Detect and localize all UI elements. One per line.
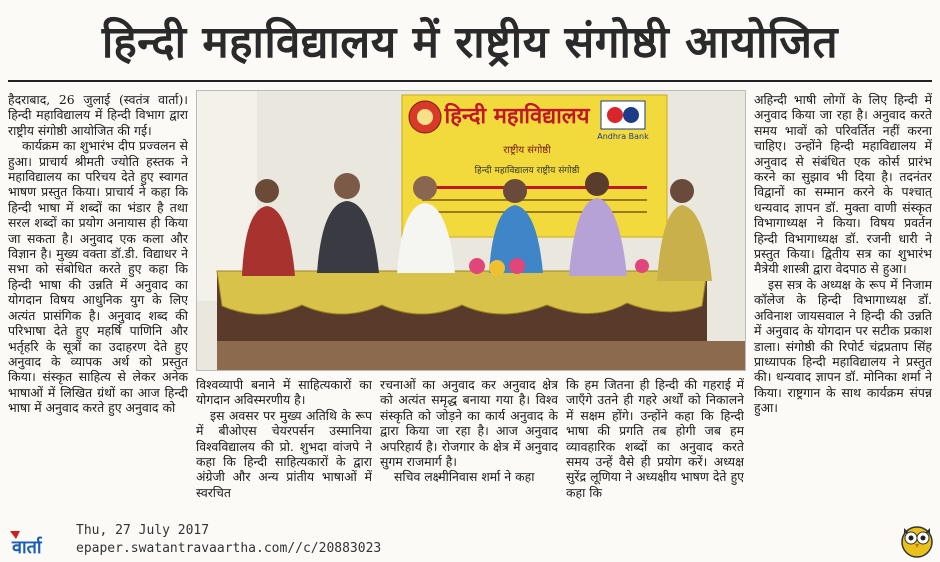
- banner-line-1: राष्ट्रीय संगोष्ठी: [503, 145, 551, 156]
- article-column-2: [196, 377, 372, 517]
- col2-paragraph: विश्वव्यापी बनाने में साहित्यकारों का योगदान अविस्मरणीय है।: [196, 377, 372, 408]
- bank-name: Andhra Bank: [597, 132, 649, 141]
- col1-paragraph: हैदराबाद, 26 जुलाई (स्वतंत्र वार्ता)। हिन्दी महाविद्यालय में हिन्दी विभाग द्वारा राष्ट्रीय संगोष्ठी आयोजित की गई।: [8, 92, 188, 138]
- article-column-4: [566, 377, 744, 517]
- article-column-5: [754, 92, 932, 517]
- col2-paragraph: इस अवसर पर मुख्य अतिथि के रूप में बीओएस चेयरपर्सन उस्मानिया विश्वविद्यालय की प्रो. शुभदा वांजपे ने कहा कि हिन्दी साहित्यकारों के द्वारा अंग्रेजी और अन्य प्रांतीय भाषाओं में स्वरचित: [196, 407, 372, 500]
- headline: हिन्दी महाविद्यालय में राष्ट्रीय संगोष्ठी आयोजित: [101, 17, 839, 68]
- article-column-3: [380, 377, 558, 517]
- owl-icon[interactable]: [900, 522, 934, 558]
- col5-paragraph: इस सत्र के अध्यक्ष के रूप में निजाम कॉलेज के हिन्दी विभागाध्यक्ष डॉ. अविनाश जायसवाल ने हिन्दी की उन्नति में अनुवाद के योगदान पर सटीक प्रकाश डाला। संगोष्ठी की रिपोर्ट चंद्रप्रताप सिंह प्राध्यापक हिन्दी महाविद्यालय ने प्रस्तुत की। धन्यवाद ज्ञापन डॉ. मोनिका शर्मा ने किया। राष्ट्रगान के साथ कार्यक्रम संपन्न हुआ।: [754, 276, 932, 416]
- col5-paragraph: अहिन्दी भाषी लोगों के लिए हिन्दी में अनुवाद किया जा रहा है। अनुवाद करते समय भावों को परिवर्तित नहीं करना चाहिए। उन्होंने हिन्दी महाविद्यालय में अनुवाद से संबंधित एक कोर्स प्रारंभ करने का सुझाव भी दिया है। तदनंतर विद्वानों का सम्मान करने के पश्चात्‌ धन्यवाद ज्ञापन डॉ. मुक्ता वाणी संस्कृत विभागाध्यक्ष ने किया। विषय प्रवर्तन हिन्दी विभागाध्यक्ष डॉ. रजनी धारी ने प्रस्तुत किया। द्वितीय सत्र का शुभारंभ मैत्रेयी शास्त्री द्वारा वेदपाठ से हुआ।: [754, 92, 932, 277]
- col3-paragraph: रचनाओं का अनुवाद कर अनुवाद क्षेत्र को अत्यंत समृद्ध बनाया गया है। विश्व संस्कृति को जोड़ने का कार्य अनुवाद के द्वारा किया जा रहा है। आज अनुवाद अपरिहार्य है। रोजगार के क्षेत्र में अनुवाद सुगम राजमार्ग है।: [380, 377, 558, 470]
- logo-text: वार्ता: [12, 537, 42, 557]
- event-photo: [196, 90, 746, 371]
- col3-paragraph: सचिव लक्ष्मीनिवास शर्मा ने कहा: [394, 469, 535, 485]
- article-column-1: [8, 92, 188, 517]
- banner-line-2: हिन्दी महाविद्यालय राष्ट्रीय संगोष्ठी: [474, 166, 580, 176]
- footer-url[interactable]: epaper.swatantravaartha.com//c/20883023: [76, 541, 382, 556]
- banner-title: हिन्दी महाविद्यालय: [444, 104, 590, 129]
- event-photo-illustration: [197, 91, 745, 370]
- footer-date: Thu, 27 July 2017: [76, 523, 210, 538]
- vaartha-logo: [8, 527, 68, 557]
- headline-rule: [8, 80, 932, 82]
- col4-paragraph: कि हम जितना ही हिन्दी की गहराई में जाएँगे उतने ही गहरे अर्थों को निकालने में सक्षम होंगे। उन्होंने कहा कि हिन्दी भाषा की प्रगति तब होगी जब हम व्यावहारिक शब्दों का अनुवाद करते समय उन्हें वैसे ही प्रयोग करें। अध्यक्ष सुरेंद्र लूणिया ने अध्यक्षीय भाषण देते हुए कहा कि: [566, 377, 744, 500]
- col1-paragraph: कार्यक्रम का शुभारंभ दीप प्रज्वलन से हुआ। प्राचार्य श्रीमती ज्योति हस्तक ने महाविद्यालय का परिचय देते हुए स्वागत भाषण प्रस्तुत किया। प्राचार्य ने कहा कि हिन्दी भाषा में शब्दों का भंडार है तथा सरल शब्दों का प्रयोग अनायास ही किया जा सकता है। अनुवाद एक कला और विज्ञान है। मुख्य वक्ता डॉ.डी. विद्याधर ने सभा को संबोधित करते हुए कहा कि हिन्दी भाषा की उन्नति में अनुवाद का योगदान विषय आधुनिक युग के लिए अत्यंत प्रासंगिक है। अनुवाद शब्द की परिभाषा देते हुए महर्षि पाणिनि और भर्तृहरि के सूत्रों का उदाहरण देते हुए अनुवाद के व्यापक अर्थ को प्रस्तुत किया। संस्कृत साहित्य से लेकर अनेक भाषाओं में लिखित ग्रंथों का आज हिन्दी भाषा में अनुवाद करते हुए अनुवाद को: [8, 138, 188, 416]
